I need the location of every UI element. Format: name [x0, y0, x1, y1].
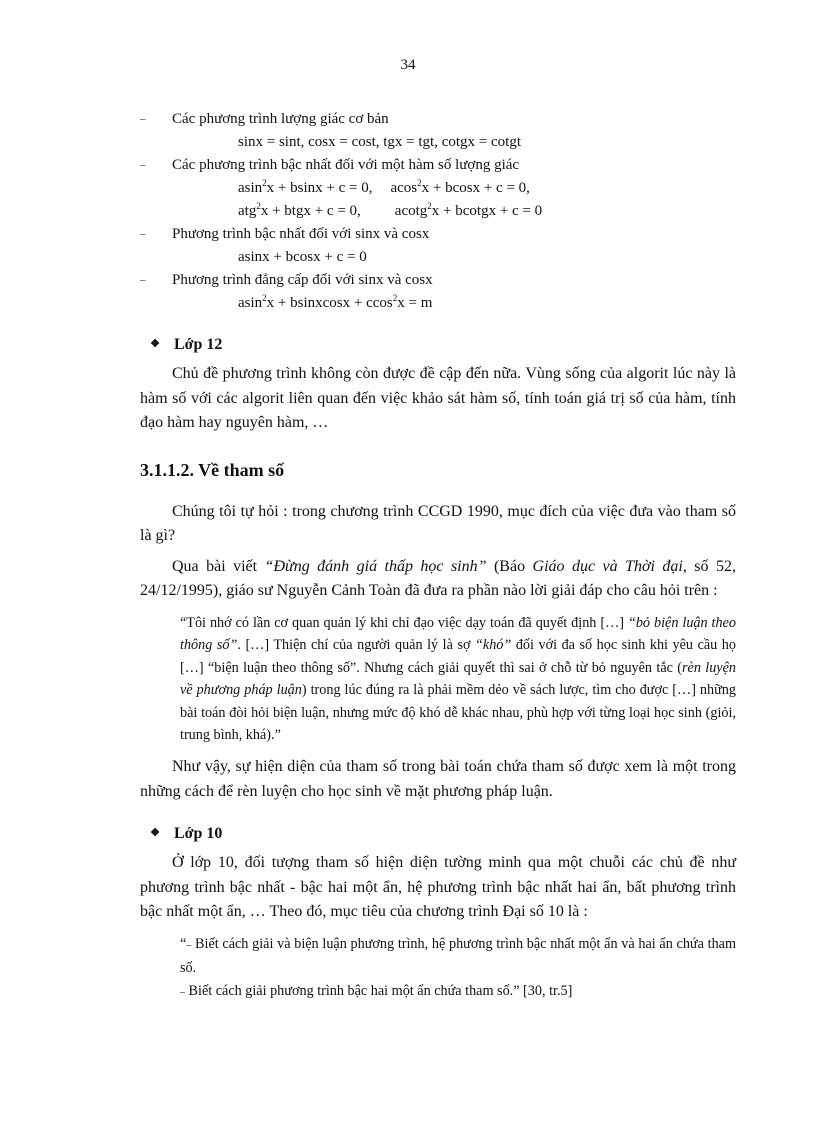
dash-bullet: – [140, 113, 146, 125]
quote-curriculum-goals [140, 933, 736, 1005]
list-item-text: Phương trình bậc nhất đối với sinx và cosx [172, 226, 430, 242]
list-item [140, 154, 736, 177]
dash-bullet: – [140, 228, 146, 240]
page-number: 34 [400, 57, 416, 73]
formula-linear: asinx + bcosx + c = 0 [238, 249, 367, 265]
list-item [140, 269, 736, 292]
list-item-text: Các phương trình bậc nhất đối với một hàm số lượng giác [172, 157, 520, 173]
dash-bullet: – [140, 274, 146, 286]
section-title: 3.1.1.2. Về tham số [140, 459, 285, 480]
paragraph-article: Qua bài viết “Đừng đánh giá thấp học sinh” (Báo Giáo dục và Thời đại, số 52, 24/12/1995), giáo sư Nguyễn Cảnh Toàn đã đưa ra phần nào lời giải đáp cho câu hỏi trên : [140, 557, 736, 599]
paragraph-lop-10: Ở lớp 10, đối tượng tham số hiện diện tường minh qua một chuỗi các chủ đề như phương trình bậc nhất - bậc hai một ẩn, hệ phương trình bậc nhất hai ẩn, bất phương trình bậc nhất một ẩn, … Theo đó, mục tiêu của chương trình Đại số 10 là : [140, 854, 736, 921]
list-item-text: Các phương trình lượng giác cơ bản [172, 111, 389, 127]
paragraph-question: Chúng tôi tự hỏi : trong chương trình CCGD 1990, mục đích của việc đưa vào tham số là gì? [140, 502, 736, 544]
formula-quadratic-sin-cos: asin$^2$x + bsinx + c = 0, acos$^2$x + bcosx + c = 0, [238, 178, 530, 196]
diamond-bullet-icon: ❖ [150, 338, 160, 350]
formula-homogeneous: asin$^2$x + bsinxcosx + ccos$^2$x = m [238, 293, 433, 311]
dash-bullet: – [140, 159, 146, 171]
diamond-bullet-icon: ❖ [150, 827, 160, 840]
heading-lop-10: ❖ Lớp 10 [140, 822, 736, 845]
quote-nguyen-canh-toan: “Tôi nhớ có lần cơ quan quản lý khi chỉ đạo việc dạy toán đã quyết định […] “bỏ biện luận theo thông số”. […] Thiện chí của người quản lý là sợ “khó” đối với đa số học sinh khi yêu cầu họ […] “biện luận theo thông số”. Nhưng cách giải quyết thì sai ở chỗ từ bỏ nguyên tắc (rèn luyện về phương pháp luận) trong lúc đúng ra là phải mềm dẻo về sách lược, tìm cho được […] những bài toán đòi hỏi biện luận, nhưng mức độ khó dễ khác nhau, phù hợp với từng loại học sinh (giỏi, trung bình, khá).” [180, 614, 736, 744]
quote-item: – Biết cách giải phương trình bậc hai một ẩn chứa tham số.” [30, tr.5] [180, 982, 573, 999]
list-item-text: Phương trình đẳng cấp đối với sinx và cosx [172, 272, 433, 288]
page-content [140, 108, 736, 1012]
list-item [140, 108, 736, 131]
paragraph-lop-12: Chủ đề phương trình không còn được đề cập đến nữa. Vùng sống của algorit lúc này là hàm số với các algorit liên quan đến việc khảo sát hàm số, tính toán giá trị số của hàm, tính đạo hàm hay nguyên hàm, … [140, 365, 736, 431]
paragraph-conclusion: Như vậy, sự hiện diện của tham số trong bài toán chứa tham số được xem là một trong những cách để rèn luyện cho học sinh về mặt phương pháp luận. [140, 758, 736, 800]
list-item [140, 223, 736, 246]
quote-item: “– Biết cách giải và biện luận phương trình, hệ phương trình bậc nhất một ẩn và hai ẩn chứa tham số. [180, 935, 737, 977]
formula-basic: sinx = sint, cosx = cost, tgx = tgt, cotgx = cotgt [238, 134, 521, 150]
formula-quadratic-tg-cotg: atg$^2$x + btgx + c = 0, acotg$^2$x + bcotgx + c = 0 [238, 201, 543, 219]
heading-lop-12: ❖ Lớp 12 [140, 333, 736, 356]
